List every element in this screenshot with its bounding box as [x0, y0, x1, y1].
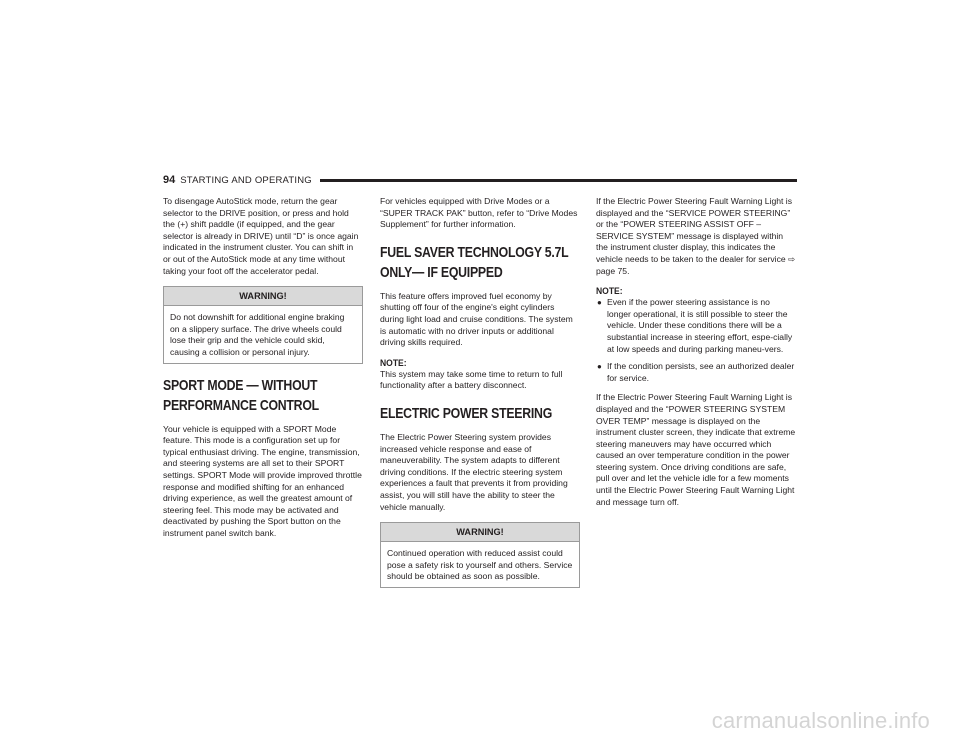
note-text: This system may take some time to return to full functionality after a battery disconnect. [380, 368, 563, 391]
sport-mode-paragraph: Your vehicle is equipped with a SPORT Mode feature. This mode is a configuration set up for typical enthusiast driving. The engine, transmission, and steering systems are all set to their SPORT settings. SPORT Mode will provide improved throttle response and modified shifting for an enhanced driving experience, as well the greatest amount of steering feel. This mode may be activated and deactivated by pushing the Sport button on the instrument panel switch bank. [163, 423, 362, 538]
bullet-text: If the condition persists, see an authorized dealer for service. [607, 361, 795, 383]
warning-text: Continued operation with reduced assist could pose a safety risk to yourself and others. Service should be obtained as soon as possible. [387, 548, 573, 582]
heading-electric-power-steering: ELECTRIC POWER STEERING [380, 404, 553, 422]
drive-modes-paragraph: For vehicles equipped with Drive Modes or a “SUPER TRACK PAK” button, refer to “Drive Modes Supplement” for further information. [380, 196, 578, 230]
autostick-paragraph: To disengage AutoStick mode, return the gear selector to the DRIVE position, or press and hold the (+) shift paddle (if equipped, and the gear selector is already in DRIVE) until “D” is once again indicated in the instrument cluster. You can shift in or out of the AutoStick mode at any time without taking your foot off the accelerator pedal. [163, 196, 359, 276]
warning-text: Do not downshift for additional engine braking on a slippery surface. The drive wheels could lose their grip and the vehicle could skid, causing a collision or personal injury. [170, 312, 345, 357]
header-rule [320, 179, 797, 182]
list-item [596, 361, 796, 384]
bullet-icon: ● [597, 362, 602, 372]
column-1 [163, 196, 363, 548]
over-temp-paragraph: If the Electric Power Steering Fault Warning Light is displayed and the “POWER STEERING SYSTEM OVER TEMP” message is displayed on the instrument cluster screen, they indicate that extreme steering maneuvers may have occurred which caused an over temperature condition in the power steering system. Once driving conditions are safe, pull over and let the vehicle idle for a few moments until the Electric Power Steering Fault Warning Light and message turn off. [596, 392, 796, 507]
column-3 [596, 196, 796, 517]
warning-title: WARNING! [164, 287, 362, 306]
section-title: STARTING AND OPERATING [180, 174, 312, 186]
note-label: NOTE: [596, 286, 623, 298]
note-bullet-list [596, 297, 796, 384]
fuel-saver-paragraph: This feature offers improved fuel economy by shutting off four of the engine's eight cylinders during light load and cruise conditions. The system is automatic with no driver inputs or additional driving skills required. [380, 290, 573, 348]
warning-box-reduced-assist [380, 522, 580, 588]
heading-fuel-saver: FUEL SAVER TECHNOLOGY 5.7L ONLY— IF EQUIPPED [380, 243, 569, 281]
bullet-text: Even if the power steering assistance is no longer operational, it is still possible to steer the vehicle. Under these conditions there will be a substantial increase in steering effort, espe-cially at low speeds and during parking maneu-vers. [607, 297, 793, 354]
warning-box-downshift [163, 286, 363, 363]
page-ref-link[interactable]: page 75. [596, 265, 630, 276]
page-number: 94 [163, 174, 176, 186]
page-header [163, 172, 797, 188]
eps-paragraph: The Electric Power Steering system provides increased vehicle response and ease of maneuverability. The system adapts to different driving conditions. If the electric steering system experiences a fault that prevents it from providing assist, you will still have the ability to steer the vehicle manually. [380, 431, 568, 512]
column-2 [380, 196, 580, 598]
heading-sport-mode: SPORT MODE — WITHOUT PERFORMANCE CONTROL [163, 376, 319, 414]
list-item [596, 297, 796, 355]
warning-title: WARNING! [381, 523, 579, 542]
eps-fault-paragraph [596, 196, 796, 277]
bullet-icon: ● [597, 298, 602, 308]
watermark: carmanualsonline.info [711, 708, 930, 733]
page-ref-arrow-icon: ⇨ [788, 253, 796, 264]
eps-fault-text: If the Electric Power Steering Fault Warning Light is displayed and the “SERVICE POWER STEERING” or the “POWER STEERING ASSIST OFF – SERVICE SYSTEM” message is displayed within the instrument cluster display, this indicates the vehicle needs to be taken to the dealer for service [596, 196, 792, 264]
note-label: NOTE: [380, 357, 407, 369]
